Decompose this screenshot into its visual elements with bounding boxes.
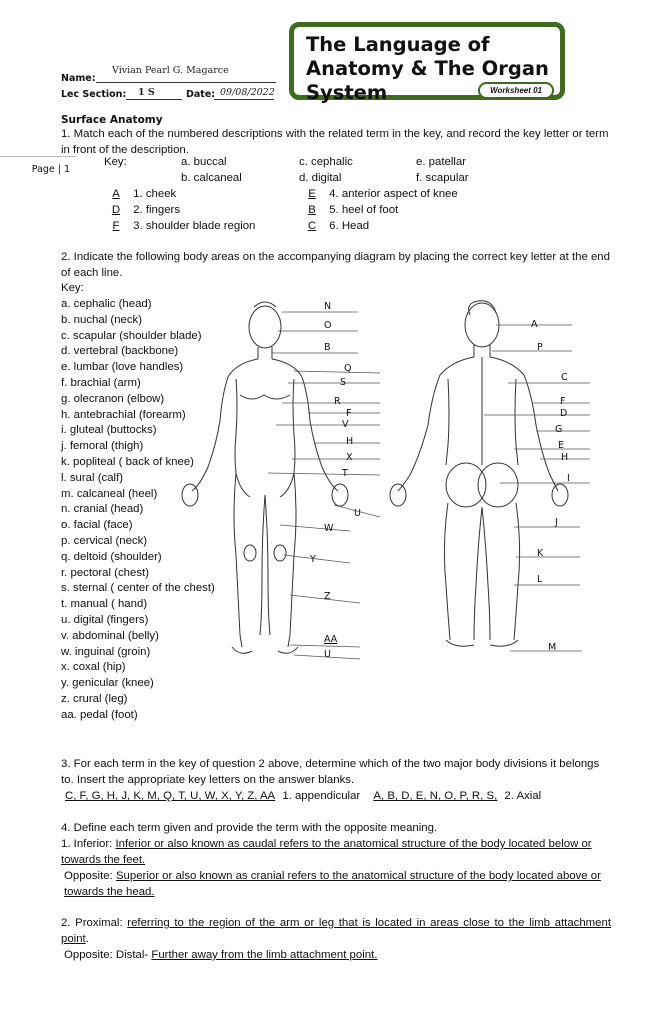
- q1-text-5: 5. heel of foot: [329, 204, 399, 216]
- q1-item-4: [298, 187, 458, 203]
- worksheet-badge: Worksheet 01: [478, 82, 554, 99]
- q1-item-3: [102, 219, 255, 235]
- back-label-gluteal[interactable]: I: [567, 473, 570, 484]
- q1-item-1: [102, 187, 176, 203]
- front-label-facial[interactable]: O: [324, 320, 332, 331]
- q2-key-item: p. cervical (neck): [61, 534, 148, 547]
- q1-key-e: e. patellar: [416, 156, 467, 168]
- front-label-crural[interactable]: Z: [324, 591, 331, 602]
- inferior-opposite-text[interactable]: Superior or also known as cranial refers to the anatomical structure of the body located above or towards the head.: [64, 870, 601, 898]
- q2-key-item: o. facial (face): [61, 519, 133, 532]
- q2-key-item: b. nuchal (neck): [61, 313, 143, 326]
- q2-key-item: w. inguinal (groin): [61, 645, 151, 658]
- date-label: Date:: [186, 89, 216, 100]
- back-label-scapular[interactable]: C: [561, 372, 568, 383]
- q1-item-6: [298, 219, 369, 235]
- front-figure: [182, 302, 380, 659]
- appendicular-label: 1. appendicular: [282, 790, 361, 802]
- back-label-cephalic[interactable]: A: [531, 319, 538, 330]
- q1-answer-4[interactable]: E: [308, 188, 316, 200]
- q1-text-4: 4. anterior aspect of knee: [329, 188, 458, 200]
- back-label-olecranon[interactable]: G: [555, 424, 563, 435]
- q4-instruction: 4. Define each term given and provide the term with the opposite meaning.: [61, 822, 438, 834]
- proximal-definition: 2. Proximal: referring to the region of the arm or leg that is located in areas close to the limb attachment point.: [61, 917, 612, 945]
- q1-answer-1[interactable]: A: [112, 188, 120, 200]
- q1-item-5: [298, 203, 398, 219]
- front-label-brachial[interactable]: F: [346, 408, 352, 419]
- inferior-text[interactable]: Inferior or also known as caudal refers to the anatomical structure of the body located below or towards the feet.: [61, 838, 592, 866]
- name-line: [96, 82, 276, 83]
- q2-key-item: v. abdominal (belly): [61, 629, 159, 642]
- q2-key-item: k. popliteal ( back of knee): [61, 455, 194, 468]
- q2-key-item: j. femoral (thigh): [61, 440, 144, 453]
- q1-text-6: 6. Head: [329, 220, 370, 232]
- back-label-calcaneal[interactable]: M: [548, 642, 557, 653]
- q2-key-item: n. cranial (head): [61, 503, 144, 516]
- back-label-popliteal[interactable]: K: [537, 548, 544, 559]
- front-label-pedal[interactable]: AA: [324, 634, 338, 645]
- q2-key-item: h. antebrachial (forearm): [61, 408, 186, 421]
- back-label-lumbar[interactable]: E: [558, 440, 565, 451]
- name-label: Name:: [61, 73, 96, 84]
- q2-key-item: u. digital (fingers): [61, 613, 149, 626]
- q2-key-item: x. coxal (hip): [61, 661, 126, 674]
- date-line: [214, 99, 274, 100]
- proximal-label: 2. Proximal:: [61, 917, 123, 929]
- q1-answer-6[interactable]: C: [307, 220, 317, 232]
- q2-key-item: t. manual ( hand): [61, 598, 148, 611]
- q2-key-item: i. gluteal (buttocks): [61, 424, 157, 437]
- section-label: Lec Section:: [61, 89, 127, 100]
- q2-key-item: m. calcaneal (heel): [61, 487, 158, 500]
- q1-text-1: 1. cheek: [133, 188, 177, 200]
- q1-key-label: Key:: [104, 156, 127, 168]
- q1-instruction: 1. Match each of the numbered descriptions with the related term in the key, and record the key letter or term in front of the description.: [61, 128, 609, 156]
- q2-key-item: z. crural (leg): [61, 692, 128, 705]
- section-value: 1 S: [138, 87, 155, 98]
- q2-instruction: 2. Indicate the following body areas on the accompanying diagram by placing the correct key letter at the end of each line.: [61, 251, 610, 279]
- back-label-cervical[interactable]: P: [537, 342, 543, 353]
- front-label-manual[interactable]: T: [342, 468, 348, 479]
- q3-answers: [61, 789, 541, 805]
- back-label-brachial[interactable]: F: [560, 396, 566, 407]
- front-label-antebrachial[interactable]: H: [346, 436, 354, 447]
- section-title: Surface Anatomy: [61, 114, 163, 126]
- front-label-genicular[interactable]: Y: [310, 554, 316, 565]
- q2-key-item: y. genicular (knee): [61, 677, 154, 690]
- section-line: [126, 99, 182, 100]
- front-label-cephalic[interactable]: N: [324, 301, 332, 312]
- q1-text-2: 2. fingers: [133, 204, 181, 216]
- proximal-opposite-label: Opposite: Distal-: [64, 949, 149, 961]
- front-label-pectoral[interactable]: R: [334, 396, 341, 407]
- proximal-opposite: [64, 948, 614, 964]
- q1-key-a: a. buccal: [181, 156, 227, 168]
- q2-key-item: e. lumbar (love handles): [61, 361, 184, 374]
- q1-key-b: b. calcaneal: [181, 172, 242, 184]
- q1-key-c: c. cephalic: [299, 156, 353, 168]
- back-label-sural[interactable]: L: [537, 574, 543, 585]
- name-value: Vivian Pearl G. Magarce: [112, 65, 229, 76]
- q2-key-item: d. vertebral (backbone): [61, 345, 179, 358]
- front-label-neck[interactable]: B: [324, 342, 331, 353]
- q1-key-d: d. digital: [299, 172, 342, 184]
- q1-answer-5[interactable]: B: [308, 204, 316, 216]
- inferior-opposite: [64, 869, 614, 900]
- page-number: Page | 1: [0, 156, 76, 176]
- date-value: 09/08/2022: [220, 87, 275, 98]
- axial-label: 2. Axial: [504, 790, 542, 802]
- q2-key-item: q. deltoid (shoulder): [61, 550, 162, 563]
- worksheet-title: The Language of Anatomy & The Organ System: [306, 33, 549, 104]
- body-diagram: [170, 295, 620, 670]
- back-figure: [390, 301, 590, 651]
- title-box: [289, 22, 565, 104]
- q2-key-item: l. sural (calf): [61, 471, 124, 484]
- q1-answer-2[interactable]: D: [111, 204, 121, 216]
- front-label-coxal[interactable]: X: [346, 452, 353, 463]
- back-label-vertebral[interactable]: D: [560, 408, 568, 419]
- q1-answer-3[interactable]: F: [112, 220, 120, 232]
- back-label-antebrachial[interactable]: H: [561, 452, 569, 463]
- q1-item-2: [102, 203, 180, 219]
- appendicular-answer[interactable]: C, F, G, H, J, K, M, Q, T, U, W, X, Y, Z, AA: [65, 790, 276, 802]
- front-label-inguinal[interactable]: W: [324, 523, 334, 534]
- q2-key-item: g. olecranon (elbow): [61, 392, 165, 405]
- inferior-definition: [61, 837, 611, 868]
- front-label-digital-toes[interactable]: U: [324, 649, 331, 660]
- front-label-deltoid[interactable]: Q: [344, 363, 352, 374]
- back-label-femoral[interactable]: J: [555, 517, 558, 528]
- inferior-label: 1. Inferior:: [61, 838, 113, 850]
- front-label-abdominal[interactable]: V: [342, 419, 349, 430]
- q1-text-3: 3. shoulder blade region: [133, 220, 256, 232]
- q2-key-item: c. scapular (shoulder blade): [61, 329, 202, 342]
- q2-key-item: r. pectoral (chest): [61, 566, 149, 579]
- q2-key-item: f. brachial (arm): [61, 376, 141, 389]
- q2-key-item: aa. pedal (foot): [61, 708, 138, 721]
- q2-key-label: Key:: [61, 282, 84, 294]
- proximal-text[interactable]: referring to the region of the arm or leg that is located in areas close to the limb attachment point: [61, 917, 612, 945]
- front-label-sternal[interactable]: S: [340, 377, 347, 388]
- axial-answer[interactable]: A, B, D, E, N, O, P, R, S,: [373, 790, 498, 802]
- front-label-digital[interactable]: U: [354, 508, 361, 519]
- q3-instruction: 3. For each term in the key of question 2 above, determine which of the two major body divisions it belongs to. Insert the appropriate key letters on the answer blanks.: [61, 758, 600, 786]
- opposite-label: Opposite:: [64, 870, 113, 882]
- q1-key-f: f. scapular: [416, 172, 469, 184]
- q2-key-item: a. cephalic (head): [61, 298, 152, 310]
- q2-key-item: s. sternal ( center of the chest): [61, 582, 215, 595]
- proximal-opposite-text[interactable]: Further away from the limb attachment point.: [151, 949, 378, 961]
